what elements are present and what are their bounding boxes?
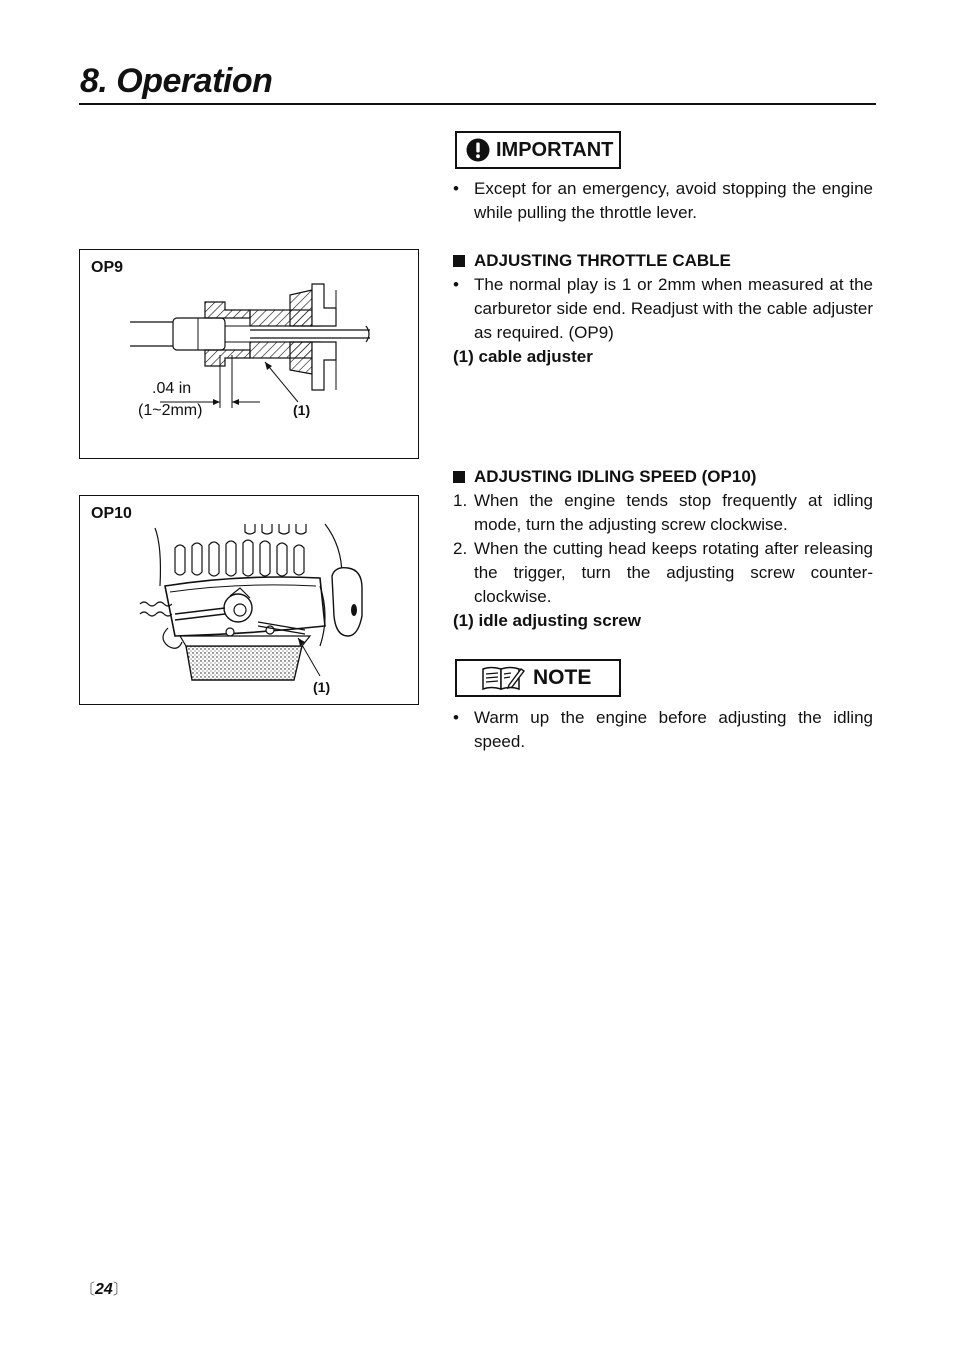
section-heading <box>453 465 873 489</box>
idle-section <box>453 465 873 633</box>
page-number-value: 24 <box>95 1281 113 1298</box>
page-title: 8. Operation <box>80 62 273 100</box>
important-content <box>453 177 873 225</box>
note-content <box>453 706 873 754</box>
step-number: 1. <box>453 491 468 510</box>
list-item: • The normal play is 1 or 2mm when measured at the carburetor side end. Readjust with the cable adjuster as required. (OP9) <box>453 273 873 345</box>
list-item: • Except for an emergency, avoid stopping the engine while pulling the throttle lever. <box>453 177 873 225</box>
step-text: When the engine tends stop frequently at idling mode, turn the adjusting screw clockwise. <box>474 491 873 534</box>
dimension-inches: .04 in <box>152 380 192 397</box>
list-item <box>453 537 873 609</box>
list-item <box>453 489 873 537</box>
callout-number: (1) <box>313 679 331 695</box>
header-divider <box>79 103 876 105</box>
step-number: 2. <box>453 539 468 558</box>
figure-op9 <box>79 249 419 459</box>
dimension-millimeters: (1~2mm) <box>138 402 203 419</box>
notebook-pencil-icon <box>481 665 525 691</box>
section-heading-text: ADJUSTING THROTTLE CABLE <box>474 251 731 270</box>
page-bracket-left: 〔 <box>80 1281 96 1298</box>
important-label: IMPORTANT <box>496 138 614 161</box>
page-bracket-right: 〕 <box>112 1281 128 1298</box>
important-box <box>455 131 621 169</box>
figure-label-op10: OP10 <box>91 505 132 522</box>
figure-op10 <box>79 495 419 705</box>
note-label: NOTE <box>533 666 592 689</box>
page-number <box>80 1278 128 1299</box>
carburetor-diagram <box>80 496 418 704</box>
throttle-section <box>453 249 873 369</box>
figure-label-op9: OP9 <box>91 259 124 276</box>
list-item: • Warm up the engine before adjusting the idling speed. <box>453 706 873 754</box>
note-box <box>455 659 621 697</box>
legend-text: (1) idle adjusting screw <box>453 611 641 630</box>
square-bullet-icon <box>453 471 465 483</box>
section-heading <box>453 249 873 273</box>
legend-text: (1) cable adjuster <box>453 347 593 366</box>
section-heading-text: ADJUSTING IDLING SPEED (OP10) <box>474 467 757 486</box>
step-text: When the cutting head keeps rotating after releasing the trigger, turn the adjusting screw counter-clockwise. <box>474 539 873 606</box>
square-bullet-icon <box>453 255 465 267</box>
callout-number: (1) <box>293 402 311 418</box>
exclamation-icon <box>466 138 490 162</box>
cable-adjuster-diagram <box>80 250 418 458</box>
